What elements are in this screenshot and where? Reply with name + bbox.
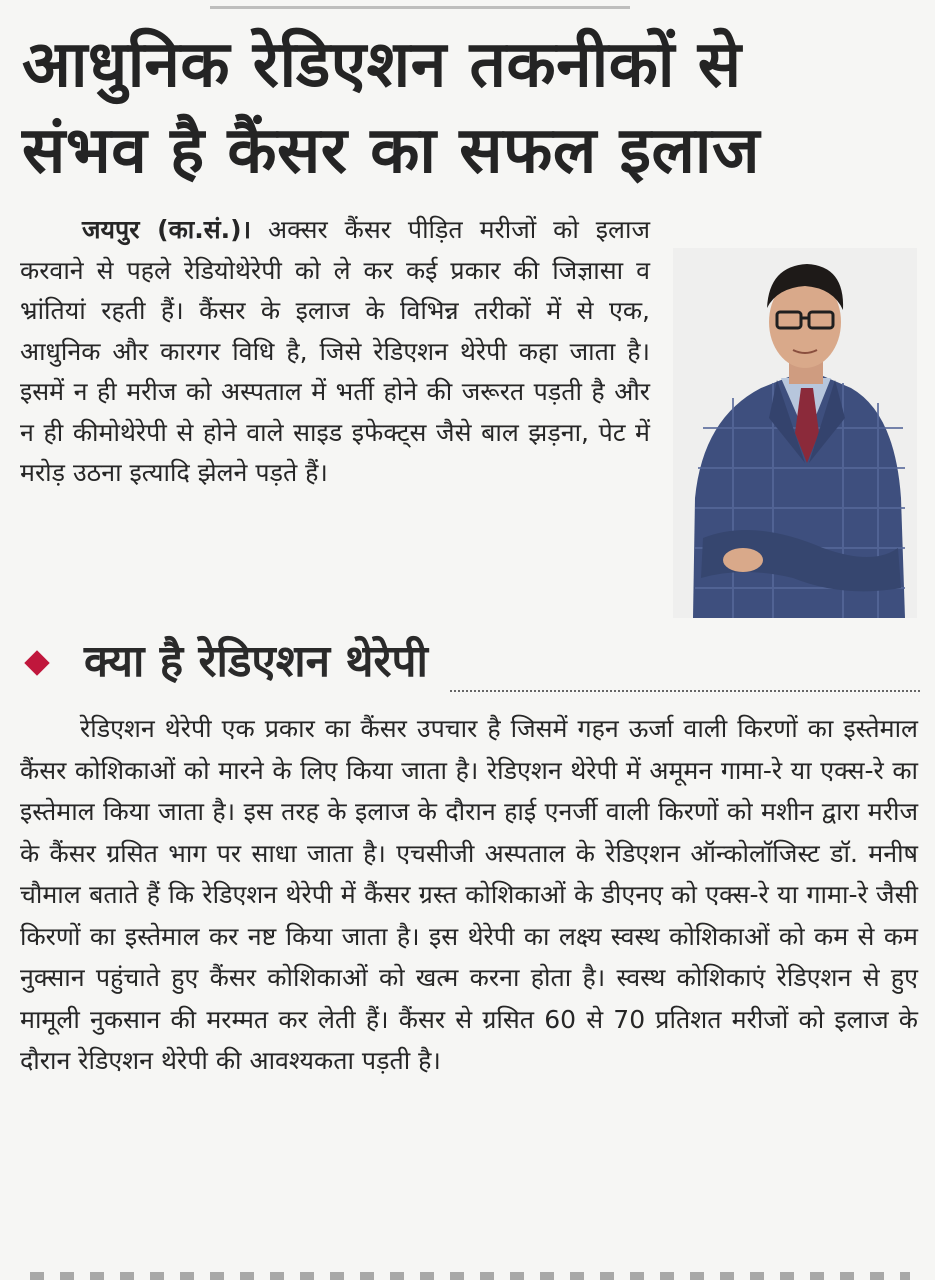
doctor-portrait [673, 248, 917, 618]
cropped-previous-text [0, 0, 935, 14]
cropped-next-text [0, 1268, 935, 1280]
lead-text: अक्सर कैंसर पीड़ित मरीजों को इलाज करवाने से पहले रेडियोथेरेपी को ले कर कई प्रकार की जिज्ञासा व भ्रांतियां रहती हैं। कैंसर के इलाज के विभिन्न तरीकों में से एक, आधुनिक और कारगर विधि है, जिसे रेडिएशन थेरेपी कहा जाता है। इसमें न ही मरीज को अस्पताल में भर्ती होने की जरूरत पड़ती है और न ही कीमोथेरेपी से होने वाले साइड इफेक्ट्स जैसे बाल झड़ना, पेट में मरोड़ उठना इत्यादि झेलने पड़ते हैं। [20, 215, 651, 487]
body-paragraph [20, 708, 918, 1082]
diamond-bullet-icon [24, 650, 49, 675]
headline-line-1: आधुनिक रेडिएशन तकनीकों से [22, 28, 742, 102]
dotted-divider [450, 690, 920, 692]
subheading: क्या है रेडिएशन थेरेपी [84, 636, 428, 687]
body-text: रेडिएशन थेरेपी एक प्रकार का कैंसर उपचार है जिसमें गहन ऊर्जा वाली किरणों का इस्तेमाल कैंसर कोशिकाओं को मारने के लिए किया जाता है। रेडिएशन थेरेपी में अमूमन गामा-रे या एक्स-रे का इस्तेमाल किया जाता है। इस तरह के इलाज के दौरान हाई एनर्जी वाली किरणों को मशीन द्वारा मरीज के कैंसर ग्रसित भाग पर साधा जाता है। एचसीजी अस्पताल के रेडिएशन ऑन्कोलॉजिस्ट डॉ. मनीष चौमाल बताते हैं कि रेडिएशन थेरेपी में कैंसर ग्रस्त कोशिकाओं के डीएनए को एक्स-रे या गामा-रे जैसी किरणों का इस्तेमाल कर नष्ट किया जाता है। इस थेरेपी का लक्ष्य स्वस्थ कोशिकाओं को कम से कम नुक्सान पहुंचाते हुए कैंसर कोशिकाओं को खत्म करना होता है। स्वस्थ कोशिकाएं रेडिएशन से हुए मामूली नुकसान की मरम्मत कर लेती हैं। कैंसर से ग्रसित 60 से 70 प्रतिशत मरीजों को इलाज के दौरान रेडिएशन थेरेपी की आवश्यकता पड़ती है। [20, 714, 918, 1075]
dateline: जयपुर (का.सं.)। [82, 215, 252, 244]
subheading-row [18, 632, 918, 692]
lead-paragraph [20, 210, 650, 494]
headline-line-2: संभव है कैंसर का सफल इलाज [22, 114, 760, 188]
doctor-portrait-illustration [673, 248, 917, 618]
headline [22, 22, 922, 194]
